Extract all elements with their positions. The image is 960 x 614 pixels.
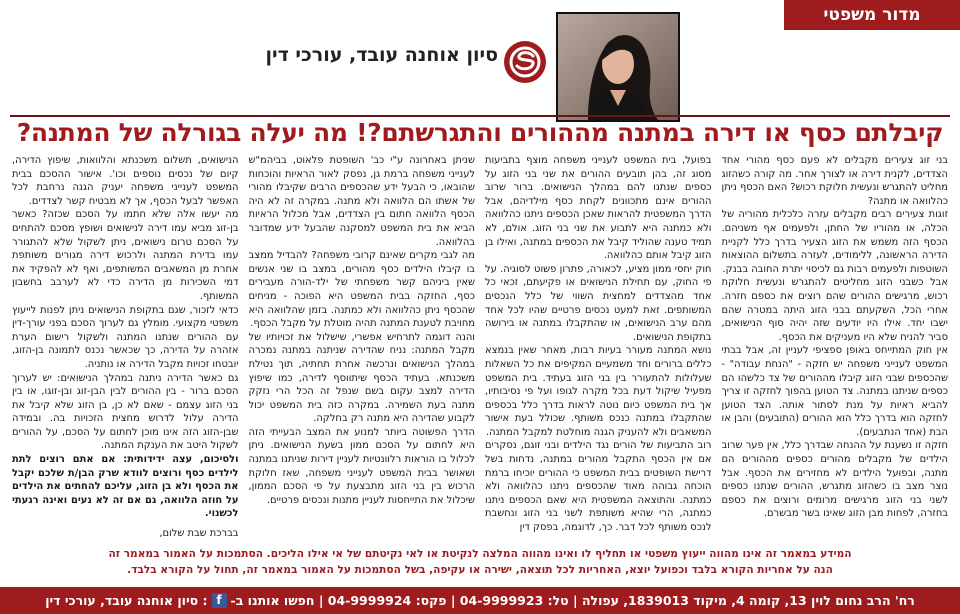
facebook-icon[interactable]: f [212,593,227,608]
article-column-1 [722,154,949,540]
article-column-4 [12,154,239,540]
portrait-image [558,14,678,120]
paragraph: שניתן באחרונה ע"י כב' השופטת פלאוט, בביהמ"ש לענייני משפחה ברמת גן, נפסק לאור הראיות והוכחות שהובאו, כי הבעל ידע שהכספים הרבים שקיבלו מהורי של אשתו הם הלוואה ולא מתנה. במקרה זה לא היה הכסף הלוואה חתום בין הצדדים, אבל מכלול הראיות הביא את בית המשפט למסקנה שהבעל ידע שמדובר בהלוואה. [248,155,475,248]
paragraph: חזקה זו נשענת על ההנחה שבדרך כלל, אין פער שרוב הילדים של מקבלים מהורים כספים מההורים הם מתנה, ובפועל הילדים לא מחזירים את הכסף. אבל נוצר מצב בו כשהזוג מתגרש, ההורים שנתנו כספים לשני בני הזוג מרגישים מרומים ורוצים את כספם בחזרה, לפחות מבן הזוג שאינו בשר מבשרם. [721,440,948,520]
paragraph: זוגות צעירים רבים מקבלים עזרה כלכלית מהוריה של הכלה, או מהוריו של החתן, ולפעמים אף משניהם. הכסף הזה משמש את הזוג הצעיר בדרך כלל לקניית הדירה הראשונה, ללימודים, לעזרה בתשלום ההוצאות השוטפות ולפעמים רבות גם לכיסוי יתרת החובה בבנק. [721,209,948,275]
paragraph: אבל כשבני הזוג מחליטים להתגרש ונעשית חלוקת רכוש, מרגישים ההורים שהם רוצים את כספם חזרה. אחרי הכל, השקעתם בבני הזוג היתה במטרה שהם ישבו יחד. אילו היו יודעים שזה יהיה סוף הנישואים, סביר להניח שלא היו מעניקים את הכסף. [721,277,948,343]
paragraph: בני זוג צעירים מקבלים לא פעם כסף מהורי אחד הצדדים, לקנית דירה או לצורך אחר. מה קורה כשהזוג מחליט להתגרש ונעשית חלוקת רכוש? האם הכסף ניתן כהלוואה או מתנה? [721,155,948,207]
summary-paragraph [12,453,239,521]
paragraph: הדרך הפשוטה ביותר למנוע את המצב הבעייתי הזה היא לחתום על הסכם ממון בשעת הנישואים. ניתן לכלול בו הוראות רלוונטיות לעניין דירות שניתנו במתנה ושאושר בבית המשפט לענייני משפחה, שאז חלוקת הרכוש בין בני הזוג מתבצעת על פי הסכם הממון, שיכלול את התייחסות לעניין מתנות ונכסים פרטיים. [248,426,475,506]
summary-bold-text: ולסיכום, עצה ידידותית: אם אתם רוצים לתת לילדים כסף ורוצים לוודא שרק הבן/ת שלכם יקבל את הכסף ולא בן הזוג, עליכם להחתים את הילדים על חוזה הלוואה, גם אם זה לא נעים ואינה רגעתי לכשנוי. [12,454,239,520]
footer-fax: פקס: 04-9999924 [327,593,447,608]
signature-block [12,527,239,540]
footer-phone[interactable]: טל: 04-9999923 [459,593,569,608]
paragraph: רוב התביעות של הורים נגד הילדים ובני זוגם, נסקרים אם אין הכסף התקבל מהורים במתנה, נדחות בשל דרישת השופטים בבית המשפט כי ההורים יוכיחו ברמת הוכחה גבוהה מאוד שהכספים ניתנו כהלוואה ולא כמתנה. והתוצאה המשפטית היא שאם הכספים ניתנו כמתנה, הרי שהיא משותפת לשני בני הזוג ונחשבת לנכס משותף לכל דבר. כך, לדוגמה, בפסק דין [485,440,712,534]
section-tag: מדור משפטי [784,0,960,30]
author-photo [556,12,680,122]
disclaimer-line-2: הנה על אחריות הקורא בלבד וכפועל יוצא, האחריות לכל תוצאה, ישירה או עקיפה, בשל הסתמכות על האמור במאמר זה, תחול על הקורא בלבד. [127,564,833,576]
author-name: סיון אוחנה עובד, עורכי דין [265,44,498,66]
paragraph: והנה דוגמה לתרחיש אפשרי, שישלול את זכויותיו של מקבל המתנה: נניח שהדירה שניתנה במתנה נמכרה במהלך הנישואים ונרכשה אחרת תחתיה, תוך נטילת משכנתא. בעתיד הכסף שיתווסף לדירה, כמו שיפוץ הדירה למצב עקום בשם שנפל זה הכל הרי נזקק מתנה בעת השמירה. במקרה כזה בית המשפט יכול לקבוע שהדירה היא מתנה רק בחלקה. [248,331,475,425]
disclaimer-line-1: המידע במאמר זה אינו מהווה ייעוץ משפטי או תחליף לו ואינו מהווה המלצה לנקיטת או לאי נקיטתם של אי אילו הליכים. הסתמכות על האמור במאמר זה [108,548,852,560]
article-column-3 [249,154,476,540]
signoff-text: בברכת שבת שלום, [159,528,239,540]
paragraph: מה לגבי מקרים שאינם קרובי משפחה? להבדיל ממצב בו קיבלו הילדים כסף מהורים, במצב בו שני אנשים שאין ביניהם קשר משפחתי של ילד-הורה מעבירים כסף, החזקה בבית המשפט היא הפוכה - מניחים שהכסף ניתן כהלוואה ולא כמתנה. בזמן שהלוואה היא מחויבת לטענת המתנה תהיה מוטלת על מקבל הכסף. [248,250,475,330]
footer-brand: : סיון אוחנה עובד, עורכי דין [45,593,208,608]
paragraph: מה יעשו אלה שלא חתמו על הסכם שכזה? כאשר בן-זוג מביא עמו דירה לנישואים ושופץ מסכם להתחים על הסכם טרום נישואים, ניתן לשקול שלא להתגורר עמו בדירת המתנה ולרכוש דירה מגורים משותפת אחרת מן המשאבים המשותפים, ואף לא להפקיד את דמי השכירות מן הדירה כדי לא לערבב בחשבון המשותף. [12,209,239,302]
header-divider [10,115,950,117]
paragraph: אין חוק המתייחס באופן ספציפי לעניין זה, אבל בבתי המשפט לענייני משפחה יש חזקה - "הנחת עבודה" - שהכספים שבני הזוג קיבלו מההורים של צד כלשהו הם כספים שניתנו במתנה. צד הטוען בהפוך לחזקה זו צריך להביא ראיות על מנת לסתור אותה. הצד הטוען לחזקה הוא בדרך כלל הוא ההורים (התובעים) והבן או הבת (אחד הנתבעים). [721,345,948,438]
footer-follow-text: חפשו אותנו ב- [230,593,315,608]
paragraph: נושא המתנה מעורר בעיות רבות, מאחר שאין בנמצא כללים ברורים וחד משמעיים המקיפים את כל השאלות שעלולות להתעורר בין בני הזוג בעתיד. בית המשפט מפעיל שיקול דעת בכל מקרה לגופו ועל פי נסיבותיו, אך בית המשפט כיום נוטה לראות בדרך כלל בכספים שהתקבלו במתנה כנכס משותף. שכולל בעת אישור המשאבים ולא להעניק הגנה מוחלטת למקבל המתנה. [485,345,712,438]
paragraph: הנישואים, תשלום משכנתא והלוואות, שיפוץ הדירה, קיום של נכסים נוספים וכו'. אישור ההסכם בבית המשפט לענייני משפחה יעניק הגנה נרחבת לכל האפשר לבעל הכסף, אך לא מבטיח קשר לצדדים. [12,155,239,207]
law-firm-logo-icon [503,40,547,84]
legal-disclaimer [10,546,950,582]
paragraph: בפועל, בית המשפט לענייני משפחה מוצף בתביעות מסוג זה, בהן תובעים ההורים את שני בני הזוג על כספים שנתנו להם במהלך הנישואים. ברור שרוב ההורים אינם מתכוונים לקחת כסף מילדיהם, אבל הדרך המשפטית להראות שאכן הכספים ניתנו כהלוואה ולא כמתנה היא לתבוע את שני בני הזוג. אולם, לא תמיד טענה שהוליד קיבל את הכספים במתנה, ואילו בן הזוג קיבל אותם כהלוואה. [485,155,712,262]
paragraph: חוק יחסי ממון מציע, לכאורה, פתרון פשוט לסוגיה. על פי החוק, עם תחילת הנישואים או פקיעתם, זכאי כל אחד מהצדדים למחצית השווי של כלל הנכסים המשותפים. זאת למעט נכסים פרטיים שהיו לכל אחד מהם ערב הנישואים, או שהתקבלו במתנה או בירושה בתקופת הנישואים. [485,263,712,343]
article-headline: קיבלתם כסף או דירה במתנה מההורים והתגרשתם?! מה יעלה בגורלה של המתנה? [16,118,944,147]
paragraph: גם כאשר הדירה ניתנה במהלך הנישואים: יש לערוך הסכם ברור - בין ההורים לבין הבן-זוג ובן-זוגו, או בין בני הזוג עצמם - שאם לא כן, בן הזוג שלא קיבל את הדירה עלול לדרוש מחצית הזכויות בה. ובמידה שבן-הזוג הזה אינו מוכן לחתום על הסכם, על ההורים לשקול היטב את הענקת המתנה. [12,372,239,452]
paragraph: כדאי לזכור, שגם בתקופת הנישואים ניתן לפנות לייעוץ משפטי מקצועי. מומלץ גם לערוך הסכם בפני עורך-דין עם ההורים שנתנו המתנה ולשקול רישום הערת אזהרה על הדירה, כך שכאשר נכנס לתמונה בן-הזוג, יובטחו זכויות מקבל הדירה או נותניה. [12,304,239,370]
article-column-2 [485,154,712,540]
article-columns [12,154,948,540]
footer-address: רח' הרב נחום לוין 13, קומה 4, מיקוד 1839013, עפולה [581,593,915,608]
contact-footer: רח' הרב נחום לוין 13, קומה 4, מיקוד 1839013, עפולה | טל: 04-9999923 | פקס: 04-9999924 | חפשו אותנו ב- f : סיון אוחנה עובד, עורכי דין [0,587,960,614]
